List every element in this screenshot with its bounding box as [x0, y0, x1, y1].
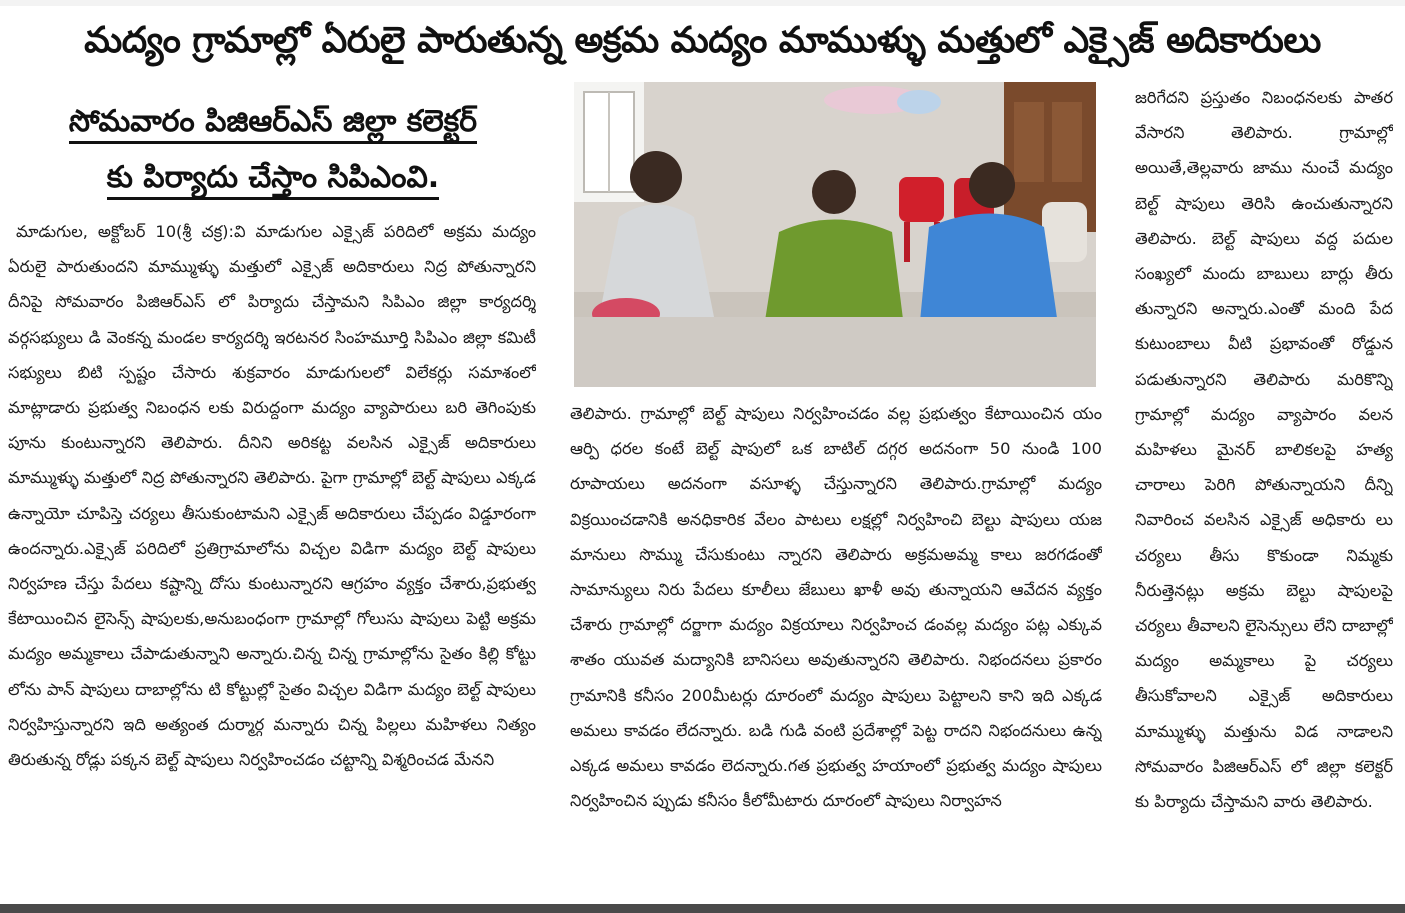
press-meet-photo — [574, 82, 1096, 387]
page-bottom-strip — [0, 893, 1405, 913]
subheadline-line-2-text: కు పిర్యాదు చేస్తాం సిపిఎంవి. — [107, 160, 439, 200]
page-top-strip — [0, 0, 1405, 6]
subheadline-line-1 — [8, 96, 538, 148]
article-column-2: తెలిపారు. గ్రామాల్లో బెల్ట్ షాపులు నిర్వహించడం వల్ల ప్రభుత్వం కేటాయించిన యం ఆర్పి ధరల కంటే బెల్ట్ షాపులో ఒక బాటిల్ దగ్గర అదనంగా 50 నుండి 100 రూపాయలు అదనంగా వసూళ్ళ చేస్తున్నారని తెలిపారు.గ్రామాల్లో మద్యం విక్రయించడానికి అనధికారిక వేలం పాటలు లక్షల్లో నిర్వహించి బెల్టు షాపులు యజ మానులు సొమ్ము చేసుకుంటు న్నారని తెలిపారు అక్రమఅమ్మ కాలు జరగడంతో సామాన్యులు నిరు పేదలు కూలీలు జేబులు ఖాళీ అవు తున్నాయని ఆవేదన వ్యక్తం చేశారు గ్రామాల్లో దర్జాగా మద్యం విక్రయాలు నిర్వహించ డంవల్ల మద్యం పట్ల ఎక్కువ శాతం యువత మద్యానికి బానిసలు అవుతున్నారని తెలిపారు. నిభందనలు ప్రకారం గ్రామానికి కనీసం 200మీటర్లు దూరంలో మద్యం షాపులు పెట్టాలని కాని ఇది ఎక్కడ అమలు కావడం లేదన్నారు. బడి గుడి వంటి ప్రదేశాల్లో పెట్ట రాదని నిభందనులు ఉన్న ఎక్కడ అమలు కావడం లెదన్నారు.గత ప్రభుత్వ హయాంలో ప్రభుత్వ మద్యం షాపులు నిర్వహించిన ప్పుడు కనీసం కీలోమీటారు దూరంలో షాపులు నిర్వాహన — [570, 404, 1102, 811]
photo-three-men-press-meet-icon — [574, 82, 1096, 387]
subheadline-line-2 — [8, 152, 538, 204]
article-headline: మద్యం గ్రామాల్లో ఏరులై పారుతున్న అక్రమ మద్యం మాముళ్ళు మత్తులో ఎక్సైజ్ అదికారులు — [84, 20, 1321, 61]
article-column-1: మాడుగుల, అక్టోబర్ 10(శ్రీ చక్ర):వి మాడుగుల ఎక్సైజ్ పరిదిలో అక్రమ మద్యం ఏరులై పారుతుందని మామ్ముళ్ళు మత్తులో ఎక్సైజ్ అదికారులు నిద్ర పోతున్నారని దీనిపై సోమవారం పిజిఆర్ఎస్ లో పిర్యాదు చేస్తామని సిపిఎం జిల్లా కార్యదర్శి వర్గసభ్యులు డి వెంకన్న మండల కార్యదర్శి ఇరటనర సింహమూర్తి సిపిఎం జిల్లా కమిటీ సభ్యులు బిటి స్పష్టం చేసారు శుక్రవారం మాడుగులలో విలేకర్లు సమాశంలో మాట్లాడారు ప్రభుత్వ నిబంధన లకు విరుద్దంగా మద్యం వ్యాపారులు బరి తెగింపుకు పూను కుంటున్నారని తెలిపారు. దీనిని అరికట్ట వలసిన ఎక్సైజ్ అదికారులు మామ్ముళ్ళు మత్తులో నిద్ర పోతున్నారని తెలిపారు. పైగా గ్రామాల్లో బెల్ట్ షాపులు ఎక్కడ ఉన్నాయో చూపిస్తె చర్యలు తీసుకుంటామని ఎక్సైజ్ అదికారులు చేప్పడం విడ్డూరంగా ఉందన్నారు.ఎక్సైజ్ పరిదిలో ప్రతిగ్రామాలోను విచ్చల విడిగా మద్యం బెల్ట్ షాపులు నిర్వహణ చేస్తు పేదలు కష్టాన్ని దోసు కుంటున్నారని ఆగ్రహం వ్యక్తం చేశారు,ప్రభుత్వ కేటాయించిన లైసెన్స్ షాపులకు,అనుబంధంగా గ్రామాల్లో గోలుసు షాపులు పెట్టి అక్రమ మద్యం అమ్మకాలు చేపాడుతున్నాని అన్నారు.చిన్న చిన్న గ్రామాల్లోను సైతం కిల్లి కోట్టు లోను పాన్ షాపులు దాబాల్లోను టి కోట్టుల్లో సైతం విచ్చల విడిగా మద్యం బెల్ట్ షాపులు నిర్వహిస్తున్నారని ఇది అత్యంత దుర్మార్గ మన్నారు చిన్న పిల్లలు మహిళలు నిత్యం తిరుతున్న రోడ్లు పక్కన బెల్ట్ షాపులు నిర్వహించడం చట్టాన్ని విశ్మరించడ మేనని — [8, 222, 536, 770]
article-column-3: జరిగేదని ప్రస్తుతం నిబంధనలకు పాతర వేసారని తెలిపారు. గ్రామాల్లో అయితే,తెల్లవారు జాము నుంచే మద్యం బెల్ట్ షాపులు తెరిసి ఉంచుతున్నారని తెలిపారు. బెల్ట్ షాపులు వద్ద పదుల సంఖ్యలో మందు బాబులు బార్లు తీరు తున్నారని అన్నారు.ఎంతో మంది పేద కుటుంబాలు వీటి ప్రభావంతో రోడ్డున పడుతున్నారని తెలిపారు మరికొన్ని గ్రామాల్లో మద్యం వ్యాపారం వలన మహిళలు మైనర్ బాలికలపై హత్య చారాలు పెరిగి పోతున్నాయని దీన్ని నివారించ వలసిన ఎక్సైజ్ అధికారు లు చర్యలు తీసు కొకుండా నిమ్మకు నీరుత్తెనట్లు అక్రమ బెల్టు షాపులపై చర్యలు తీవాలని లైసెన్సులు లేని దాబాల్లో మద్యం అమ్మకాలు పై చర్యలు తీసుకోవాలని ఎక్సైజ్ అదికారులు మామ్ముళ్ళు మత్తును విడ నాడాలని సోమవారం పిజిఆర్ఎస్ లో జిల్లా కలెక్టర్ కు పిర్యాదు చేస్తామని వారు తెలిపారు. — [1135, 88, 1393, 812]
subheadline-line-1-text: సోమవారం పిజిఆర్ఎస్ జిల్లా కలెక్టర్ — [69, 104, 477, 144]
